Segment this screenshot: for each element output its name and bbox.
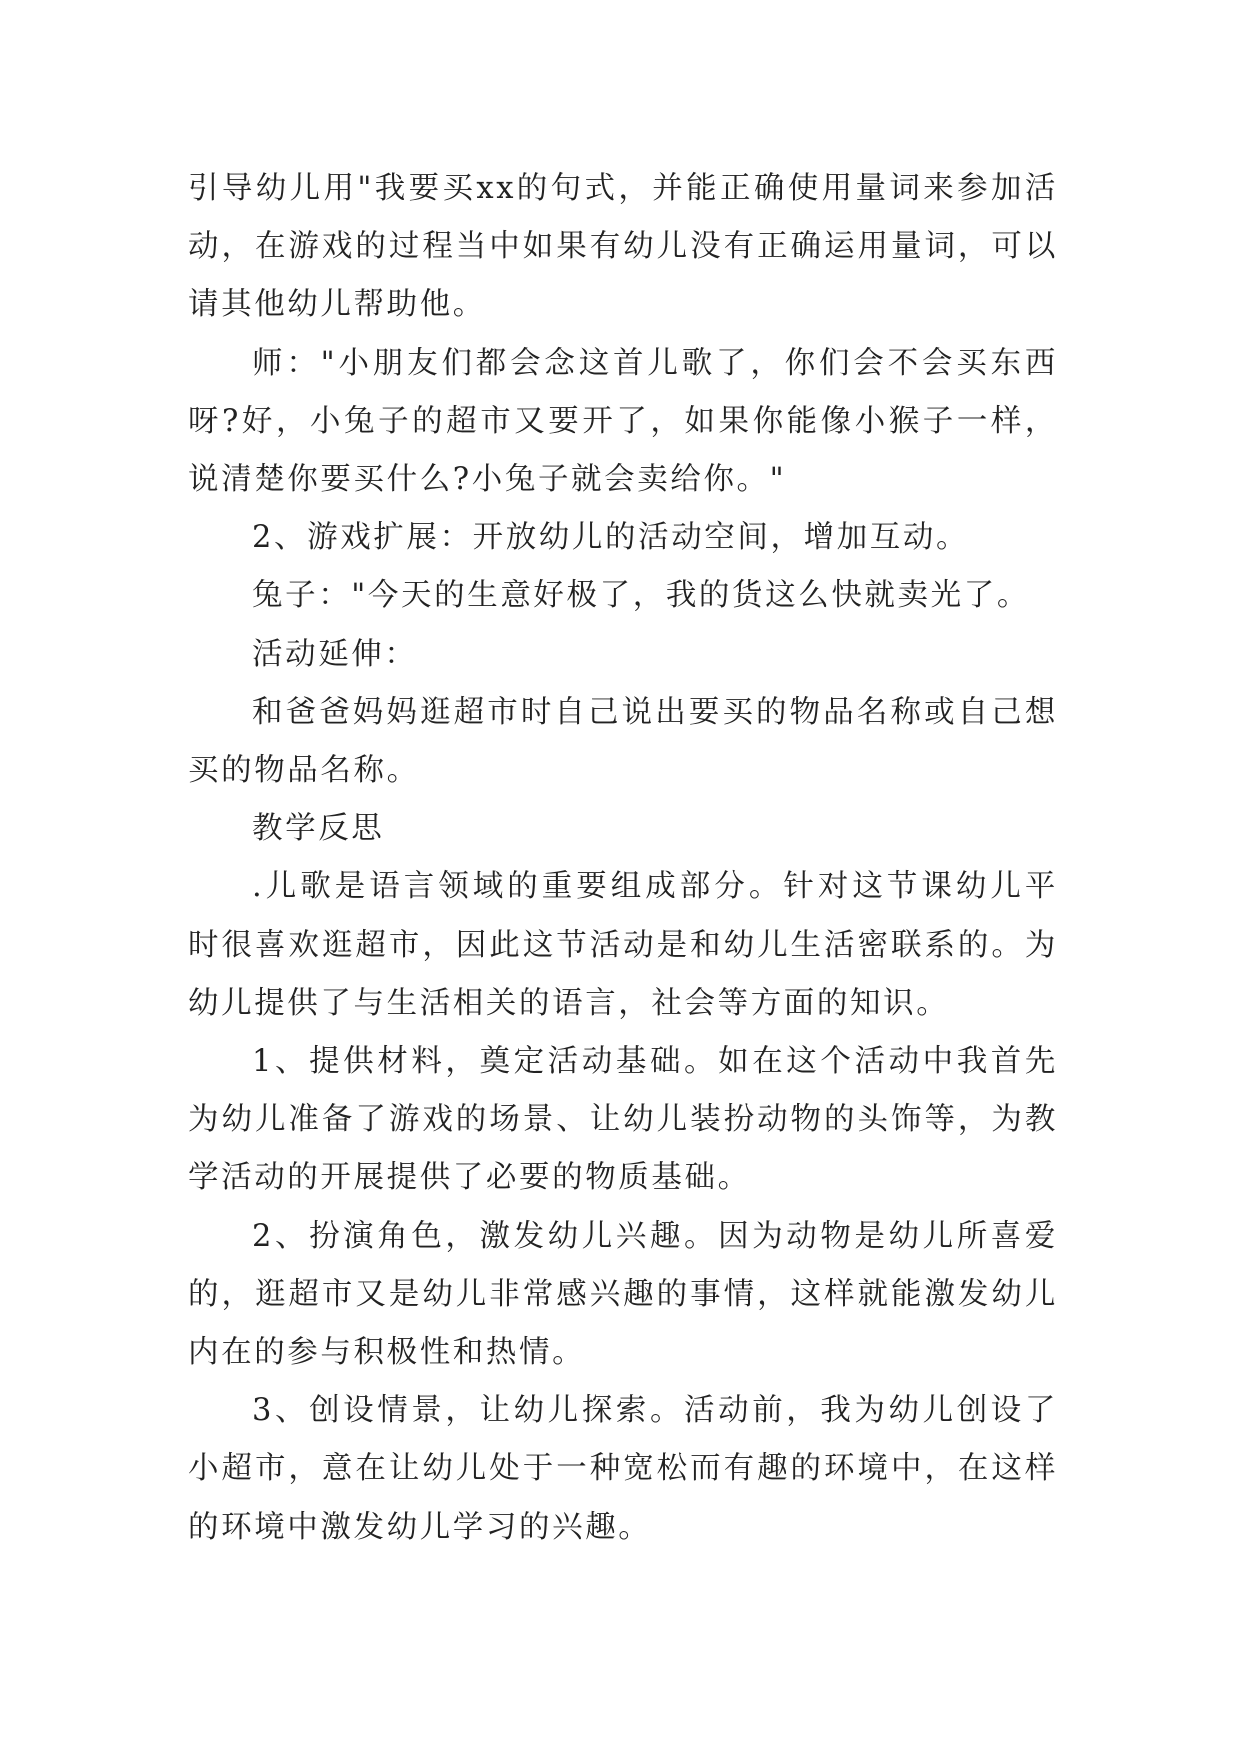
paragraph-activity-extension-heading: 活动延伸： <box>252 636 418 672</box>
paragraph-reflection-heading: 教学反思 <box>252 811 385 847</box>
paragraph-reflection-point-3: 3、创设情景，让幼儿探索。活动前，我为幼儿创设了小超市，意在让幼儿处于一种宽松而有趣的环境中，在这样的环境中激发幼儿学习的兴趣。 <box>188 1393 1058 1545</box>
paragraph-reflection-intro: .儿歌是语言领域的重要组成部分。针对这节课幼儿平时很喜欢逛超市，因此这节活动是和幼儿生活密联系的。为幼儿提供了与生活相关的语言，社会等方面的知识。 <box>188 869 1058 1021</box>
paragraph-teacher-dialogue: 师："小朋友们都会念这首儿歌了，你们会不会买东西呀?好，小兔子的超市又要开了，如果你能像小猴子一样，说清楚你要买什么?小兔子就会卖给你。" <box>188 345 1058 498</box>
paragraph-rabbit-dialogue: 兔子："今天的生意好极了，我的货这么快就卖光了。 <box>252 578 1030 614</box>
paragraph-activity-extension: 和爸爸妈妈逛超市时自己说出要买的物品名称或自己想买的物品名称。 <box>188 694 1058 789</box>
paragraph-reflection-point-2: 2、扮演角色，激发幼儿兴趣。因为动物是幼儿所喜爱的，逛超市又是幼儿非常感兴趣的事情，这样就能激发幼儿内在的参与积极性和热情。 <box>188 1218 1058 1371</box>
paragraph-game-extension: 2、游戏扩展：开放幼儿的活动空间，增加互动。 <box>252 520 970 556</box>
document-body <box>188 160 1058 1557</box>
paragraph-instruction: 引导幼儿用"我要买xx的句式，并能正确使用量词来参加活动，在游戏的过程当中如果有幼儿没有正确运用量词，可以请其他幼儿帮助他。 <box>188 171 1058 323</box>
paragraph-reflection-point-1: 1、提供材料，奠定活动基础。如在这个活动中我首先为幼儿准备了游戏的场景、让幼儿装扮动物的头饰等，为教学活动的开展提供了必要的物质基础。 <box>188 1044 1058 1196</box>
